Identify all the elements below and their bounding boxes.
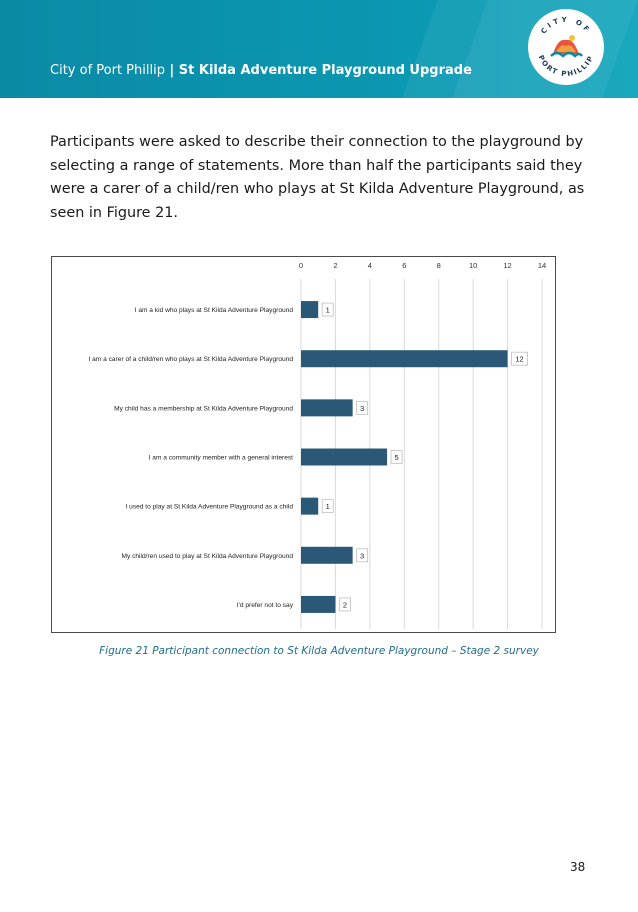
bar (301, 301, 318, 318)
bar (301, 399, 353, 416)
data-label: 3 (360, 551, 365, 561)
data-label: 1 (325, 502, 330, 512)
bar (301, 350, 508, 367)
bar (301, 498, 318, 515)
data-label: 5 (394, 453, 399, 462)
header-separator: | (164, 63, 179, 78)
data-label: 3 (360, 403, 365, 413)
logo-bottom-text: PORT PHILLIP (536, 53, 596, 79)
x-tick-label: 0 (298, 261, 304, 270)
bar (301, 596, 335, 613)
bar (301, 449, 387, 466)
category-label: I used to play at St Kilda Adventure Playground as a child (125, 503, 293, 511)
x-tick-label: 2 (333, 261, 338, 270)
x-tick-label: 8 (436, 261, 441, 270)
category-label: My child has a membership at St Kilda Adventure Playground (114, 405, 293, 413)
data-label: 1 (325, 305, 330, 315)
data-label: 12 (515, 354, 524, 364)
category-label: My child/ren used to play at St Kilda Adventure Playground (121, 552, 293, 560)
x-tick-label: 12 (503, 261, 512, 270)
city-logo (527, 8, 605, 86)
logo-top-text: CITY OF (539, 15, 593, 36)
data-label: 2 (342, 600, 348, 610)
x-tick-label: 14 (537, 261, 547, 270)
category-label: I am a community member with a general interest (148, 454, 293, 462)
header-project: St Kilda Adventure Playground Upgrade (178, 63, 472, 78)
x-tick-label: 10 (468, 261, 478, 270)
intro-paragraph: Participants were asked to describe their connection to the playground by selecting a range of statements. More than half the participants said they were a carer of a child/ren who plays at St Kilda Adventure Playground, as seen in Figure 21. (50, 134, 585, 221)
bar (301, 547, 353, 564)
bar-chart (52, 257, 557, 634)
page-number: 38 (570, 860, 586, 874)
header-org: City of Port Phillip (50, 63, 165, 78)
x-tick-label: 6 (402, 261, 407, 270)
chart-container (51, 256, 556, 633)
figure-caption: Figure 21 Participant connection to St Kilda Adventure Playground – Stage 2 survey (99, 645, 539, 657)
category-label: I am a kid who plays at St Kilda Adventure Playground (134, 307, 293, 315)
category-label: I am a carer of a child/ren who plays at St Kilda Adventure Playground (88, 356, 293, 364)
x-tick-label: 4 (367, 261, 372, 270)
header-title (50, 63, 472, 78)
category-label: I'd prefer not to say (236, 601, 293, 609)
